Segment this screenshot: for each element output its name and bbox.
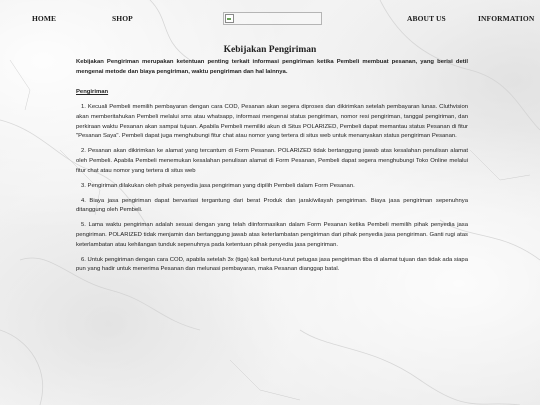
broken-image-icon (225, 14, 234, 23)
policy-content (76, 58, 468, 280)
policy-intro: Kebijakan Pengiriman merupakan ketentuan penting terkait informasi pengiriman ketika Pembeli membuat pesanan, yang berisi detil mengenai metode dan biaya pengiriman, waktu pengiriman dan hal lainnya. (76, 59, 468, 75)
policy-item-5: 5. Lama waktu pengiriman adalah sesuai dengan yang telah diinformasikan dalam Form Pesanan ketika Pembeli memilih pihak penyedia jasa pengiriman. POLARIZED tidak menjamin dan bertanggung jawab atas keterlambatan pengiriman dari pihak penyedia jasa pengiriman. Ganti rugi atas keterlambatan atau kehilangan tunduk sepenuhnya pada ketentuan pihak penyedia jasa pengiriman. (76, 222, 468, 248)
top-navigation (0, 0, 540, 34)
nav-information-link[interactable]: INFORMATION (478, 14, 535, 23)
page-title: Kebijakan Pengiriman (223, 45, 317, 55)
policy-item-2: 2. Pesanan akan dikirimkan ke alamat yang tercantum di Form Pesanan. POLARIZED tidak bertanggung jawab atas kesalahan penulisan alamat oleh Pembeli. Apabila Pembeli menemukan kesalahan penulisan alamat di Form Pesanan, Pembeli dapat segera menghubungi Toko Online melalui fitur chat atau nomor yang tertera di situs web (76, 148, 468, 174)
nav-shop-link[interactable]: SHOP (112, 14, 133, 23)
policy-item-3: 3. Pengiriman dilakukan oleh pihak penyedia jasa pengiriman yang dipilih Pembeli dalam Form Pesanan. (81, 182, 355, 189)
site-logo[interactable] (223, 12, 322, 25)
section-heading: Pengiriman (76, 89, 109, 96)
policy-item-6: 6. Untuk pengiriman dengan cara COD, apabila setelah 3x (tiga) kali berturut-turut petugas jasa pengiriman tiba di alamat tujuan dan tidak ada siapa pun yang hadir untuk menerima Pesanan dan melunasi pembayaran, maka Pesanan dianggap batal. (76, 256, 468, 273)
nav-home-link[interactable]: HOME (32, 14, 57, 23)
policy-item-1: 1. Kecuali Pembeli memilih pembayaran dengan cara COD, Pesanan akan segera diproses dan dikirimkan setelah pembayaran lunas. Cluthvision akan memberitahukan Pembeli melalui sms atau whatsapp, informasi mengenai status pengiriman, nomor resi pengiriman, tanggal pengiriman, dan perkiraan waktu Pesanan akan sampai tujuan. Apabila Pembeli memiliki akun di Situs POLARIZED, Pembeli dapat memantau status Pesanan di fitur "Pesanan Saya". Pembeli dapat juga menghubungi fitur chat atau nomor yang tertera di situs web untuk menanyakan status pengiriman Pesanan. (76, 104, 468, 140)
nav-about-link[interactable]: ABOUT US (407, 14, 446, 23)
policy-item-4: 4. Biaya jasa pengiriman dapat bervariasi tergantung dari berat Produk dan jarak/wilayah pengiriman. Biaya jasa pengiriman sepenuhnya ditanggung oleh Pembeli. (76, 197, 468, 214)
